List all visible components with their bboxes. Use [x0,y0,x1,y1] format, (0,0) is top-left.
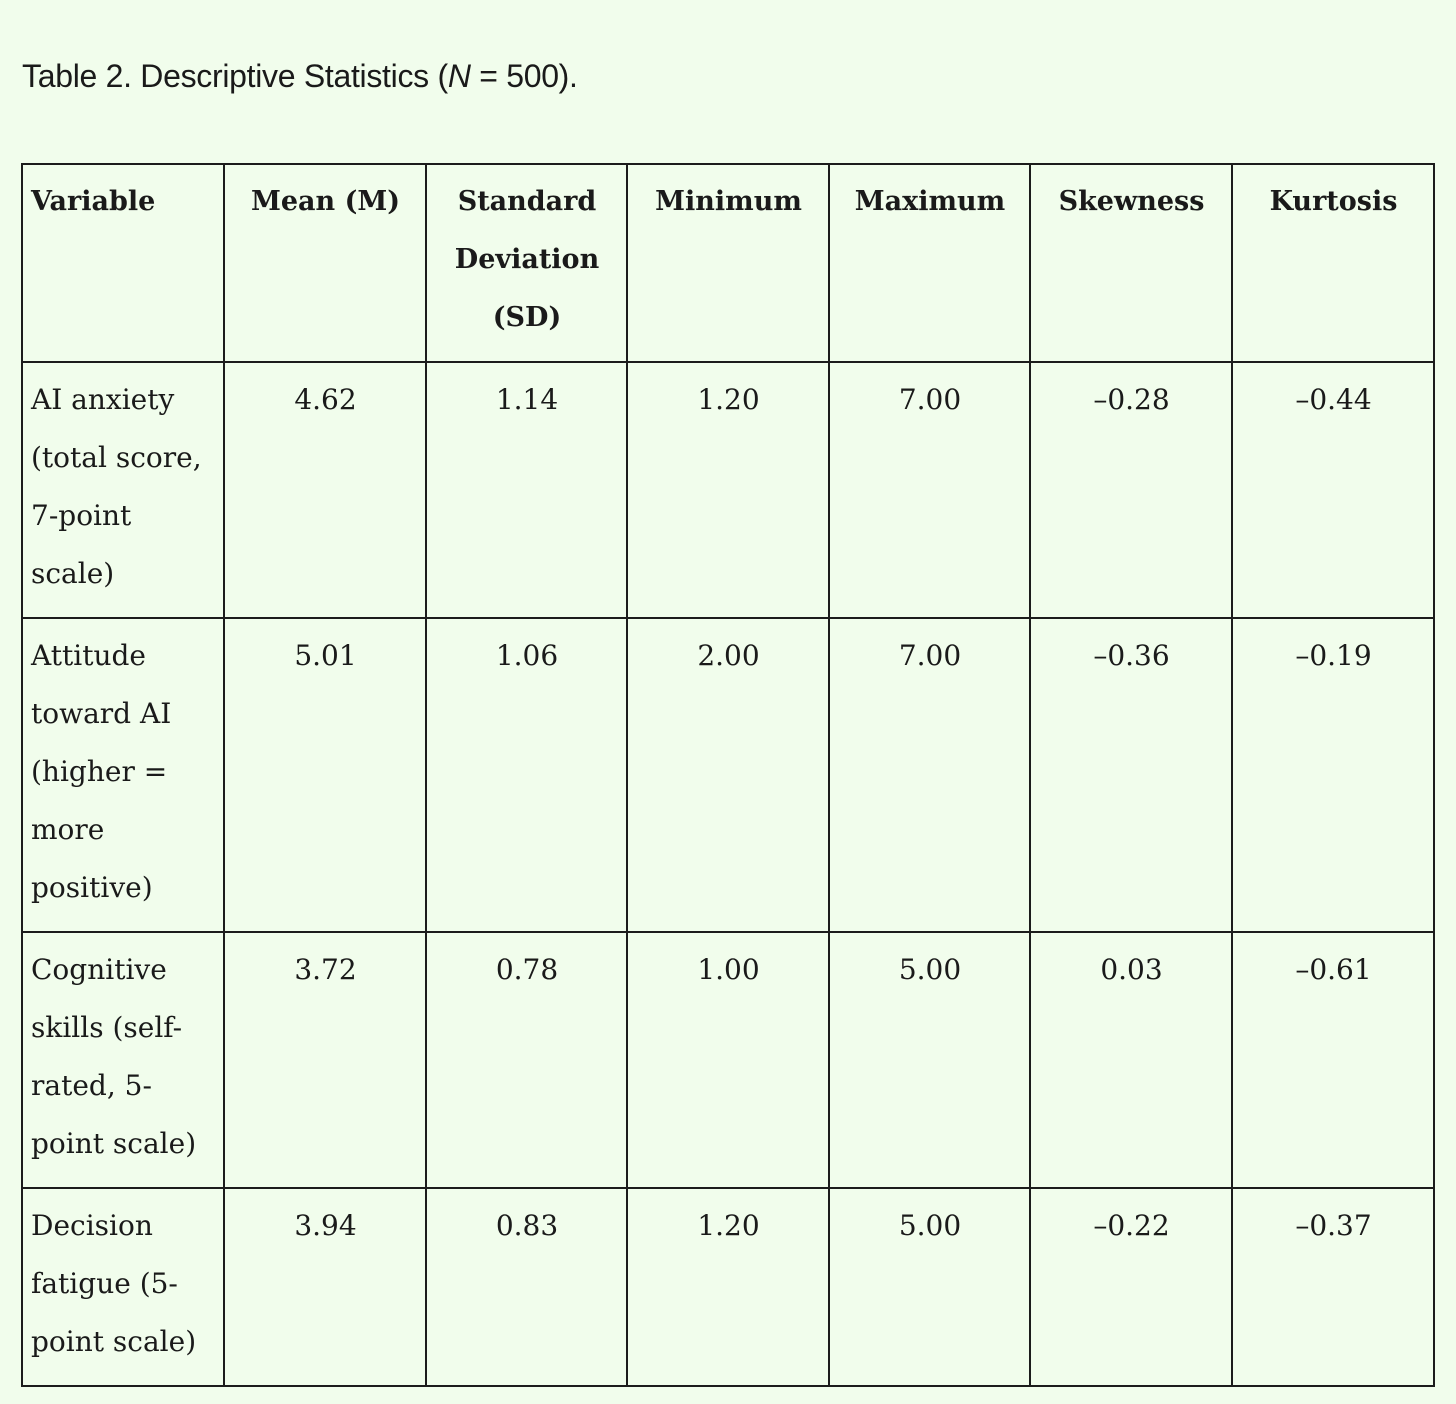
header-maximum: Maximum [829,164,1030,362]
table-caption [22,54,578,98]
header-minimum: Minimum [627,164,829,362]
cell-kurtosis: –0.37 [1232,1188,1434,1386]
cell-skewness: –0.22 [1030,1188,1232,1386]
cell-kurtosis: –0.44 [1232,362,1434,618]
cell-kurtosis: –0.61 [1232,932,1434,1188]
cell-maximum: 7.00 [829,362,1030,618]
header-variable: Variable [22,164,224,362]
header-kurtosis: Kurtosis [1232,164,1434,362]
cell-minimum: 2.00 [627,618,829,932]
cell-variable: Cognitive skills (self-rated, 5-point scale) [22,932,224,1188]
cell-skewness: –0.36 [1030,618,1232,932]
cell-sd: 0.83 [426,1188,627,1386]
cell-mean: 3.94 [224,1188,426,1386]
header-mean: Mean (M) [224,164,426,362]
cell-maximum: 5.00 [829,1188,1030,1386]
cell-skewness: –0.28 [1030,362,1232,618]
cell-mean: 3.72 [224,932,426,1188]
header-skewness: Skewness [1030,164,1232,362]
cell-sd: 1.06 [426,618,627,932]
cell-kurtosis: –0.19 [1232,618,1434,932]
header-sd: Standard Deviation (SD) [426,164,627,362]
cell-minimum: 1.00 [627,932,829,1188]
cell-variable: Attitude toward AI (higher = more positive) [22,618,224,932]
table-header-row [22,164,1434,362]
table-row [22,618,1434,932]
table-row [22,362,1434,618]
caption-suffix: = 500). [470,58,578,94]
caption-n-symbol: N [447,58,471,94]
cell-variable: Decision fatigue (5-point scale) [22,1188,224,1386]
cell-sd: 1.14 [426,362,627,618]
cell-minimum: 1.20 [627,1188,829,1386]
caption-prefix: Table 2. Descriptive Statistics ( [22,58,448,94]
cell-skewness: 0.03 [1030,932,1232,1188]
cell-mean: 4.62 [224,362,426,618]
cell-maximum: 7.00 [829,618,1030,932]
cell-sd: 0.78 [426,932,627,1188]
cell-variable: AI anxiety (total score, 7-point scale) [22,362,224,618]
descriptive-statistics-table [21,163,1435,1387]
cell-mean: 5.01 [224,618,426,932]
cell-maximum: 5.00 [829,932,1030,1188]
table-row [22,932,1434,1188]
table-row [22,1188,1434,1386]
cell-minimum: 1.20 [627,362,829,618]
